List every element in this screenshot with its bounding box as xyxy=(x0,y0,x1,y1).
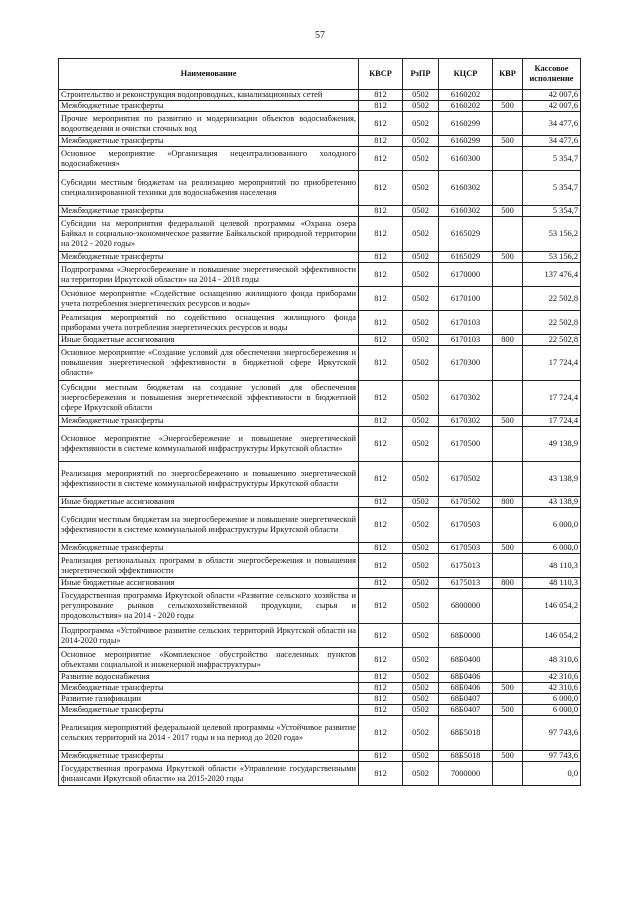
row-kcsr: 6175013 xyxy=(439,578,493,589)
row-amount: 22 502,8 xyxy=(523,287,581,311)
table-row xyxy=(59,589,581,624)
row-kvsr: 812 xyxy=(359,716,403,751)
row-kvr xyxy=(493,427,523,462)
table-row xyxy=(59,762,581,786)
row-rzpr: 0502 xyxy=(403,716,439,751)
row-name: Основное мероприятие «Создание условий для обеспечения энергосбережения и повышения энергетической эффективности в бюджетной сфере Иркутской области» xyxy=(59,346,359,381)
row-kcsr: 6170000 xyxy=(439,263,493,287)
header-kcsr: КЦСР xyxy=(439,59,493,90)
row-amount: 6 000,0 xyxy=(523,543,581,554)
row-kvr: 500 xyxy=(493,416,523,427)
row-rzpr: 0502 xyxy=(403,543,439,554)
row-amount: 43 138,9 xyxy=(523,462,581,497)
row-kvr: 500 xyxy=(493,705,523,716)
row-rzpr: 0502 xyxy=(403,554,439,578)
row-kcsr: 68Б0000 xyxy=(439,624,493,648)
row-name: Межбюджетные трансферты xyxy=(59,101,359,112)
row-amount: 48 110,3 xyxy=(523,578,581,589)
header-sum: Кассовое исполнение xyxy=(523,59,581,90)
header-kvsr: КВСР xyxy=(359,59,403,90)
row-amount: 17 724,4 xyxy=(523,346,581,381)
table-row xyxy=(59,683,581,694)
row-kcsr: 6170503 xyxy=(439,543,493,554)
row-kvsr: 812 xyxy=(359,335,403,346)
table-row xyxy=(59,508,581,543)
row-kvr xyxy=(493,171,523,206)
row-amount: 6 000,0 xyxy=(523,694,581,705)
row-rzpr: 0502 xyxy=(403,624,439,648)
table-row xyxy=(59,543,581,554)
row-kcsr: 6160302 xyxy=(439,206,493,217)
row-kvsr: 812 xyxy=(359,112,403,136)
row-kcsr: 6170500 xyxy=(439,427,493,462)
row-kvsr: 812 xyxy=(359,381,403,416)
row-name: Реализация мероприятий по энергосбережению и повышению энергетической эффективности в системе коммунальной инфраструктуры Иркутской области xyxy=(59,462,359,497)
row-kvsr: 812 xyxy=(359,694,403,705)
row-kvr xyxy=(493,287,523,311)
row-kvsr: 812 xyxy=(359,648,403,672)
row-kvsr: 812 xyxy=(359,751,403,762)
row-name: Реализация мероприятий по содействию оснащения жилищного фонда приборами учета потребления энергетических ресурсов и воды xyxy=(59,311,359,335)
row-amount: 146 054,2 xyxy=(523,589,581,624)
row-kvr xyxy=(493,716,523,751)
budget-table xyxy=(58,58,581,786)
row-kvr: 800 xyxy=(493,578,523,589)
table-row xyxy=(59,112,581,136)
row-amount: 22 502,8 xyxy=(523,335,581,346)
row-rzpr: 0502 xyxy=(403,578,439,589)
row-amount: 97 743,6 xyxy=(523,751,581,762)
header-name: Наименование xyxy=(59,59,359,90)
row-rzpr: 0502 xyxy=(403,648,439,672)
row-name: Государственная программа Иркутской области «Развитие сельского хозяйства и регулирование рынков сельскохозяйственной продукции, сырья и продовольствия» на 2014 - 2020 годы xyxy=(59,589,359,624)
row-amount: 34 477,6 xyxy=(523,112,581,136)
table-header-row xyxy=(59,59,581,90)
row-kvr xyxy=(493,589,523,624)
row-rzpr: 0502 xyxy=(403,171,439,206)
row-kcsr: 68Б0407 xyxy=(439,705,493,716)
row-name: Строительство и реконструкция водопроводных, канализационных сетей xyxy=(59,90,359,101)
row-kvr xyxy=(493,147,523,171)
row-name: Субсидии местным бюджетам на создание условий для обеспечения энергосбережения и повышения энергетической эффективности в бюджетной сфере Иркутской области xyxy=(59,381,359,416)
row-rzpr: 0502 xyxy=(403,136,439,147)
row-kvr xyxy=(493,694,523,705)
table-row xyxy=(59,462,581,497)
row-name: Межбюджетные трансферты xyxy=(59,751,359,762)
row-amount: 43 138,9 xyxy=(523,497,581,508)
row-name: Развитие водоснабжения xyxy=(59,672,359,683)
table-row xyxy=(59,705,581,716)
row-amount: 42 007,6 xyxy=(523,101,581,112)
row-kcsr: 6800000 xyxy=(439,589,493,624)
row-rzpr: 0502 xyxy=(403,206,439,217)
row-kvr xyxy=(493,648,523,672)
row-rzpr: 0502 xyxy=(403,381,439,416)
row-name: Межбюджетные трансферты xyxy=(59,543,359,554)
row-kvsr: 812 xyxy=(359,217,403,252)
row-kvr: 500 xyxy=(493,683,523,694)
row-kvr xyxy=(493,311,523,335)
row-name: Иные бюджетные ассигнования xyxy=(59,497,359,508)
row-kvsr: 812 xyxy=(359,705,403,716)
row-amount: 6 000,0 xyxy=(523,705,581,716)
row-name: Развитие газификации xyxy=(59,694,359,705)
table-row xyxy=(59,381,581,416)
row-kvr: 500 xyxy=(493,751,523,762)
row-kvsr: 812 xyxy=(359,508,403,543)
row-kvr: 800 xyxy=(493,497,523,508)
row-rzpr: 0502 xyxy=(403,263,439,287)
row-rzpr: 0502 xyxy=(403,101,439,112)
table-row xyxy=(59,90,581,101)
table-row xyxy=(59,263,581,287)
row-amount: 53 156,2 xyxy=(523,217,581,252)
row-name: Межбюджетные трансферты xyxy=(59,252,359,263)
row-kvsr: 812 xyxy=(359,287,403,311)
row-rzpr: 0502 xyxy=(403,217,439,252)
row-rzpr: 0502 xyxy=(403,462,439,497)
row-name: Реализация региональных программ в области энергосбережения и повышения энергетической эффективности xyxy=(59,554,359,578)
row-amount: 48 110,3 xyxy=(523,554,581,578)
row-rzpr: 0502 xyxy=(403,508,439,543)
row-amount: 0,0 xyxy=(523,762,581,786)
table-row xyxy=(59,206,581,217)
row-kcsr: 6170502 xyxy=(439,462,493,497)
row-kvr xyxy=(493,508,523,543)
row-name: Межбюджетные трансферты xyxy=(59,705,359,716)
table-row xyxy=(59,554,581,578)
row-rzpr: 0502 xyxy=(403,252,439,263)
row-rzpr: 0502 xyxy=(403,112,439,136)
row-amount: 42 310,6 xyxy=(523,672,581,683)
row-kvr xyxy=(493,462,523,497)
row-name: Субсидии местным бюджетам на реализацию мероприятий по приобретению специализированной техники для водоснабжения населения xyxy=(59,171,359,206)
row-kvr xyxy=(493,112,523,136)
row-name: Прочие мероприятия по развитию и модернизации объектов водоснабжения, водоотведения и очистки сточных вод xyxy=(59,112,359,136)
table-row xyxy=(59,578,581,589)
row-kcsr: 6170502 xyxy=(439,497,493,508)
row-kvsr: 812 xyxy=(359,252,403,263)
table-row xyxy=(59,624,581,648)
row-amount: 97 743,6 xyxy=(523,716,581,751)
row-amount: 49 138,9 xyxy=(523,427,581,462)
row-rzpr: 0502 xyxy=(403,683,439,694)
row-kcsr: 6165029 xyxy=(439,217,493,252)
row-kcsr: 6170100 xyxy=(439,287,493,311)
page-number: 57 xyxy=(315,30,325,41)
row-kvsr: 812 xyxy=(359,462,403,497)
row-kvr xyxy=(493,346,523,381)
row-name: Субсидии местным бюджетам на энергосбережение и повышение энергетической эффективности в системе коммунальной инфраструктуры Иркутской области xyxy=(59,508,359,543)
row-kcsr: 6160300 xyxy=(439,147,493,171)
row-rzpr: 0502 xyxy=(403,416,439,427)
row-amount: 42 310,6 xyxy=(523,683,581,694)
table-row xyxy=(59,217,581,252)
row-amount: 34 477,6 xyxy=(523,136,581,147)
row-kcsr: 6170302 xyxy=(439,416,493,427)
row-kcsr: 6160299 xyxy=(439,136,493,147)
row-kvsr: 812 xyxy=(359,543,403,554)
row-amount: 6 000,0 xyxy=(523,508,581,543)
row-rzpr: 0502 xyxy=(403,762,439,786)
row-kvr: 500 xyxy=(493,206,523,217)
table-row xyxy=(59,311,581,335)
row-kcsr: 68Б5018 xyxy=(439,751,493,762)
table-row xyxy=(59,427,581,462)
row-kvr xyxy=(493,381,523,416)
row-kvsr: 812 xyxy=(359,206,403,217)
row-name: Межбюджетные трансферты xyxy=(59,416,359,427)
table-row xyxy=(59,136,581,147)
row-amount: 5 354,7 xyxy=(523,206,581,217)
row-amount: 137 476,4 xyxy=(523,263,581,287)
row-kvsr: 812 xyxy=(359,136,403,147)
table-row xyxy=(59,694,581,705)
row-name: Подпрограмма «Энергосбережение и повышение энергетической эффективности на территории Иркутской области» на 2014 - 2018 годы xyxy=(59,263,359,287)
row-kvr xyxy=(493,90,523,101)
row-rzpr: 0502 xyxy=(403,346,439,381)
row-name: Иные бюджетные ассигнования xyxy=(59,335,359,346)
row-kvr xyxy=(493,554,523,578)
row-amount: 146 054,2 xyxy=(523,624,581,648)
row-rzpr: 0502 xyxy=(403,694,439,705)
row-amount: 17 724,4 xyxy=(523,416,581,427)
row-kvsr: 812 xyxy=(359,762,403,786)
row-kcsr: 6170503 xyxy=(439,508,493,543)
row-rzpr: 0502 xyxy=(403,672,439,683)
row-name: Основное мероприятие «Содействие оснащению жилищного фонда приборами учета потребления энергетических ресурсов и воды» xyxy=(59,287,359,311)
row-kcsr: 68Б5018 xyxy=(439,716,493,751)
row-rzpr: 0502 xyxy=(403,427,439,462)
row-kvsr: 812 xyxy=(359,416,403,427)
row-amount: 48 310,6 xyxy=(523,648,581,672)
row-name: Субсидии на мероприятия федеральной целевой программы «Охрана озера Байкал и социально-экономическое развитие Байкальской природной территории на 2012 - 2020 годы» xyxy=(59,217,359,252)
table-row xyxy=(59,497,581,508)
row-kcsr: 68Б0407 xyxy=(439,694,493,705)
row-name: Межбюджетные трансферты xyxy=(59,683,359,694)
row-name: Иные бюджетные ассигнования xyxy=(59,578,359,589)
row-kcsr: 6170300 xyxy=(439,346,493,381)
row-kcsr: 68Б0406 xyxy=(439,683,493,694)
row-kcsr: 6170103 xyxy=(439,335,493,346)
row-kcsr: 6165029 xyxy=(439,252,493,263)
table-row xyxy=(59,171,581,206)
row-name: Основное мероприятие «Энергосбережение и повышение энергетической эффективности в системе коммунальной инфраструктуры Иркутской области» xyxy=(59,427,359,462)
row-rzpr: 0502 xyxy=(403,287,439,311)
row-kvsr: 812 xyxy=(359,147,403,171)
row-amount: 17 724,4 xyxy=(523,381,581,416)
row-name: Государственная программа Иркутской области «Управление государственными финансами Иркутской области» на 2015-2020 годы xyxy=(59,762,359,786)
row-name: Основное мероприятие «Организация нецентрализованного холодного водоснабжения» xyxy=(59,147,359,171)
row-amount: 5 354,7 xyxy=(523,171,581,206)
row-kvsr: 812 xyxy=(359,578,403,589)
table-row xyxy=(59,287,581,311)
row-kvr xyxy=(493,263,523,287)
row-name: Основное мероприятие «Комплексное обустройство населенных пунктов объектами социальной и инженерной инфраструктуры» xyxy=(59,648,359,672)
row-kvr: 500 xyxy=(493,136,523,147)
row-name: Реализация мероприятий федеральной целевой программы «Устойчивое развитие сельских территорий на 2014 - 2017 годы и на период до 2020 года» xyxy=(59,716,359,751)
row-name: Межбюджетные трансферты xyxy=(59,206,359,217)
row-rzpr: 0502 xyxy=(403,705,439,716)
row-kvsr: 812 xyxy=(359,683,403,694)
row-kvsr: 812 xyxy=(359,90,403,101)
table-row xyxy=(59,751,581,762)
header-kvr: КВР xyxy=(493,59,523,90)
row-kvsr: 812 xyxy=(359,263,403,287)
row-kvr: 500 xyxy=(493,543,523,554)
table-row xyxy=(59,672,581,683)
row-kcsr: 7000000 xyxy=(439,762,493,786)
row-rzpr: 0502 xyxy=(403,311,439,335)
table-body xyxy=(59,90,581,786)
row-amount: 22 502,8 xyxy=(523,311,581,335)
row-kvsr: 812 xyxy=(359,427,403,462)
row-kvr: 500 xyxy=(493,252,523,263)
row-kvr: 800 xyxy=(493,335,523,346)
row-kvsr: 812 xyxy=(359,497,403,508)
row-kcsr: 6160299 xyxy=(439,112,493,136)
row-kvsr: 812 xyxy=(359,554,403,578)
row-rzpr: 0502 xyxy=(403,589,439,624)
row-kcsr: 68Б0400 xyxy=(439,648,493,672)
row-kvsr: 812 xyxy=(359,672,403,683)
row-amount: 5 354,7 xyxy=(523,147,581,171)
row-kvsr: 812 xyxy=(359,311,403,335)
table-row xyxy=(59,716,581,751)
table-row xyxy=(59,648,581,672)
row-kcsr: 6160202 xyxy=(439,101,493,112)
row-kcsr: 6160302 xyxy=(439,171,493,206)
table-row xyxy=(59,416,581,427)
row-rzpr: 0502 xyxy=(403,751,439,762)
row-kvr: 500 xyxy=(493,101,523,112)
row-kcsr: 6175013 xyxy=(439,554,493,578)
table-row xyxy=(59,252,581,263)
table-row xyxy=(59,346,581,381)
row-kvsr: 812 xyxy=(359,589,403,624)
row-kcsr: 68Б0406 xyxy=(439,672,493,683)
row-amount: 53 156,2 xyxy=(523,252,581,263)
row-kvr xyxy=(493,217,523,252)
table-row xyxy=(59,101,581,112)
row-amount: 42 007,6 xyxy=(523,90,581,101)
row-kcsr: 6160202 xyxy=(439,90,493,101)
table-row xyxy=(59,335,581,346)
row-name: Подпрограмма «Устойчивое развитие сельских территорий Иркутской области на 2014-2020 годы» xyxy=(59,624,359,648)
row-rzpr: 0502 xyxy=(403,90,439,101)
row-kcsr: 6170103 xyxy=(439,311,493,335)
row-kvsr: 812 xyxy=(359,101,403,112)
row-rzpr: 0502 xyxy=(403,497,439,508)
row-name: Межбюджетные трансферты xyxy=(59,136,359,147)
header-rzpr: РзПР xyxy=(403,59,439,90)
table-row xyxy=(59,147,581,171)
row-kvsr: 812 xyxy=(359,346,403,381)
row-kvr xyxy=(493,624,523,648)
row-kvr xyxy=(493,672,523,683)
row-kvsr: 812 xyxy=(359,624,403,648)
row-kcsr: 6170302 xyxy=(439,381,493,416)
row-rzpr: 0502 xyxy=(403,335,439,346)
row-kvr xyxy=(493,762,523,786)
row-rzpr: 0502 xyxy=(403,147,439,171)
row-kvsr: 812 xyxy=(359,171,403,206)
